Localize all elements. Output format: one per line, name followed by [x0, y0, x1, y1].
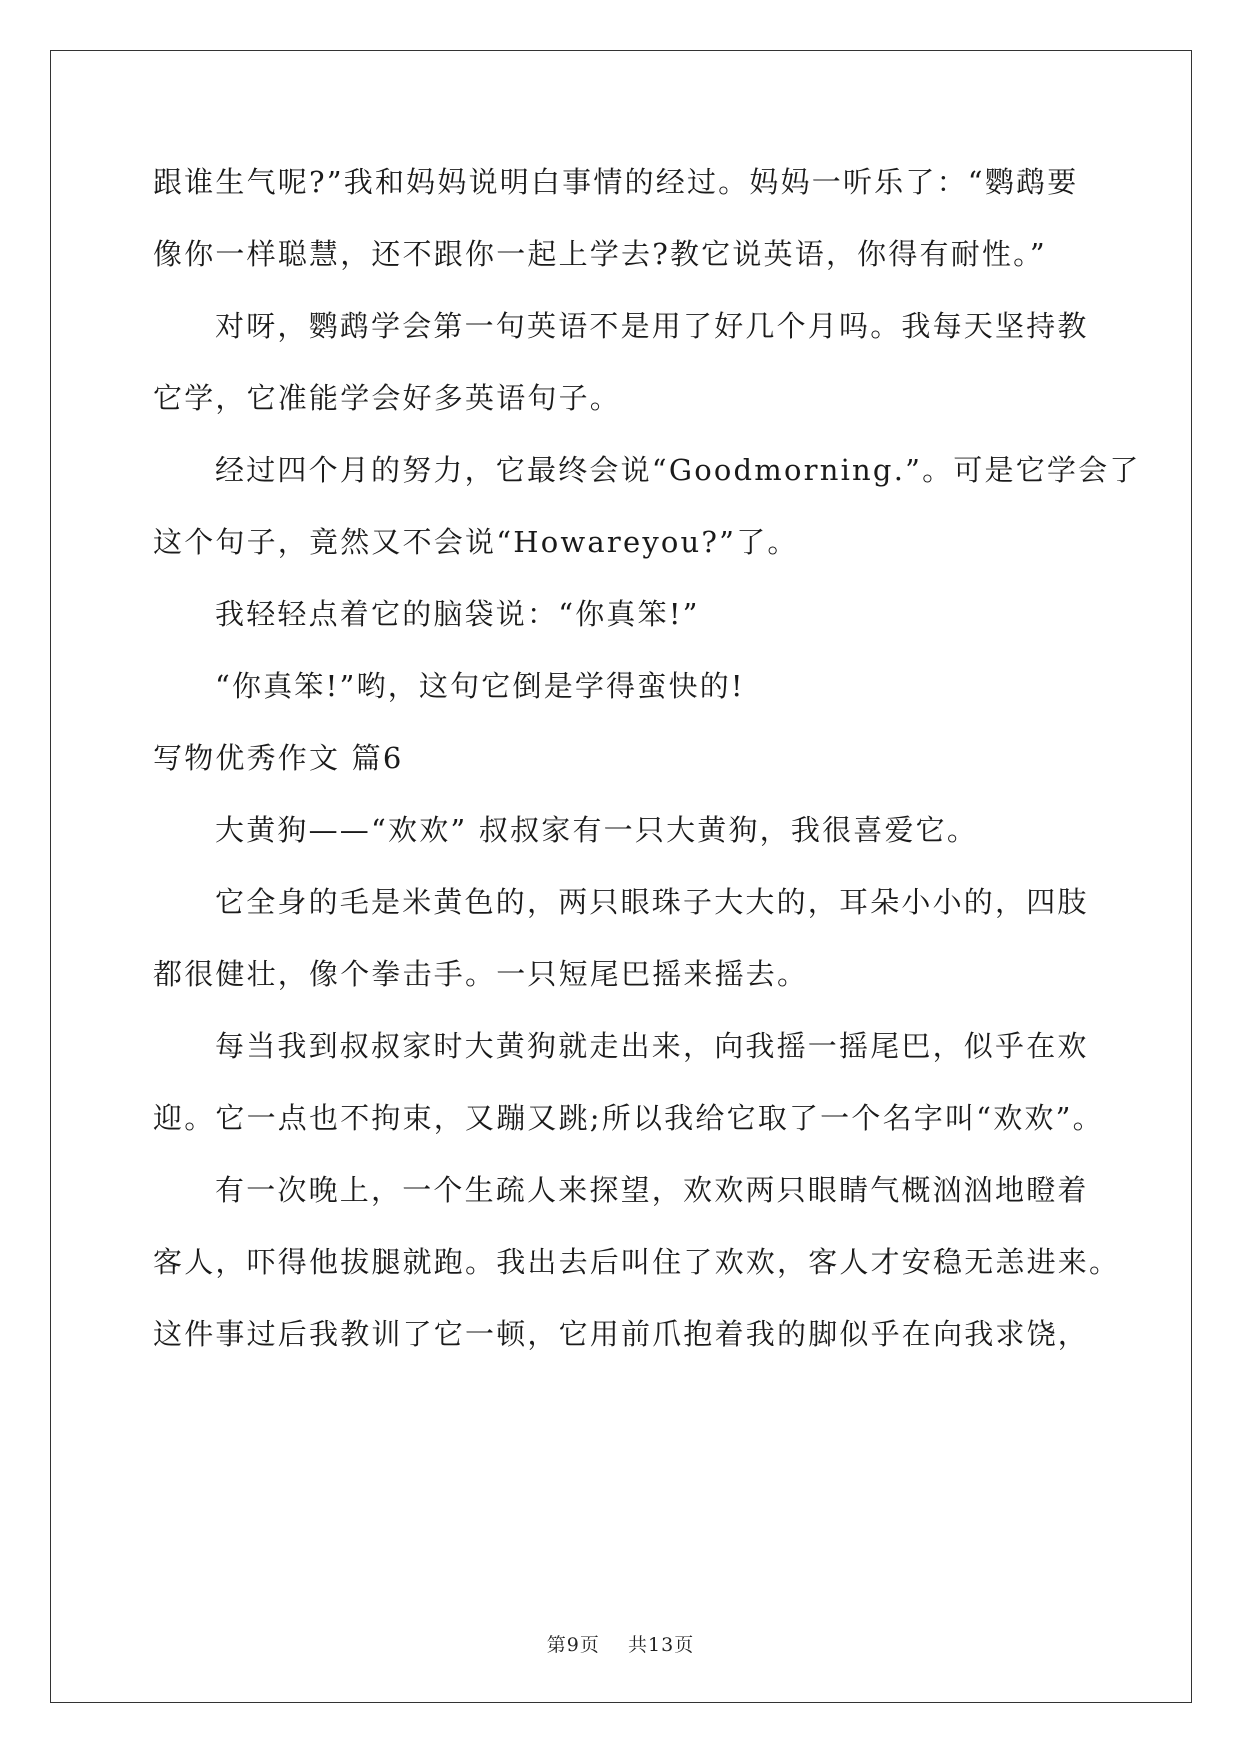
page-border — [50, 50, 1192, 1703]
text-line: 对呀，鹦鹉学会第一句英语不是用了好几个月吗。我每天坚持教 — [215, 309, 1089, 343]
page-number: 第9页 — [546, 1634, 600, 1656]
text-line: 每当我到叔叔家时大黄狗就走出来，向我摇一摇尾巴，似乎在欢 — [215, 1029, 1089, 1063]
text-line: 大黄狗——“欢欢” 叔叔家有一只大黄狗，我很喜爱它。 — [215, 813, 979, 847]
text-line: 跟谁生气呢?”我和妈妈说明白事情的经过。妈妈一听乐了：“鹦鹉要 — [153, 165, 1079, 199]
section-heading: 写物优秀作文 篇6 — [153, 741, 404, 775]
text-line: 它全身的毛是米黄色的，两只眼珠子大大的，耳朵小小的，四肢 — [215, 885, 1089, 919]
page-footer — [0, 1630, 1241, 1657]
text-line: 它学，它准能学会好多英语句子。 — [153, 381, 622, 415]
page-total: 共13页 — [628, 1634, 695, 1656]
text-line: 都很健壮，像个拳击手。一只短尾巴摇来摇去。 — [153, 957, 809, 991]
text-line: “你真笨!”哟，这句它倒是学得蛮快的! — [215, 669, 745, 703]
text-line: 这件事过后我教训了它一顿，它用前爪抱着我的脚似乎在向我求饶， — [153, 1317, 1090, 1351]
text-line: 经过四个月的努力，它最终会说“Goodmorning.”。可是它学会了 — [215, 453, 1141, 487]
text-line: 有一次晚上，一个生疏人来探望，欢欢两只眼睛气概汹汹地瞪着 — [215, 1173, 1089, 1207]
text-line: 我轻轻点着它的脑袋说：“你真笨!” — [215, 597, 700, 631]
text-line: 这个句子，竟然又不会说“Howareyou?”了。 — [153, 525, 799, 559]
text-line: 客人，吓得他拔腿就跑。我出去后叫住了欢欢，客人才安稳无恙进来。 — [153, 1245, 1121, 1279]
text-line: 迎。它一点也不拘束，又蹦又跳;所以我给它取了一个名字叫“欢欢”。 — [153, 1101, 1104, 1135]
text-line: 像你一样聪慧，还不跟你一起上学去?教它说英语，你得有耐性。” — [153, 237, 1047, 271]
